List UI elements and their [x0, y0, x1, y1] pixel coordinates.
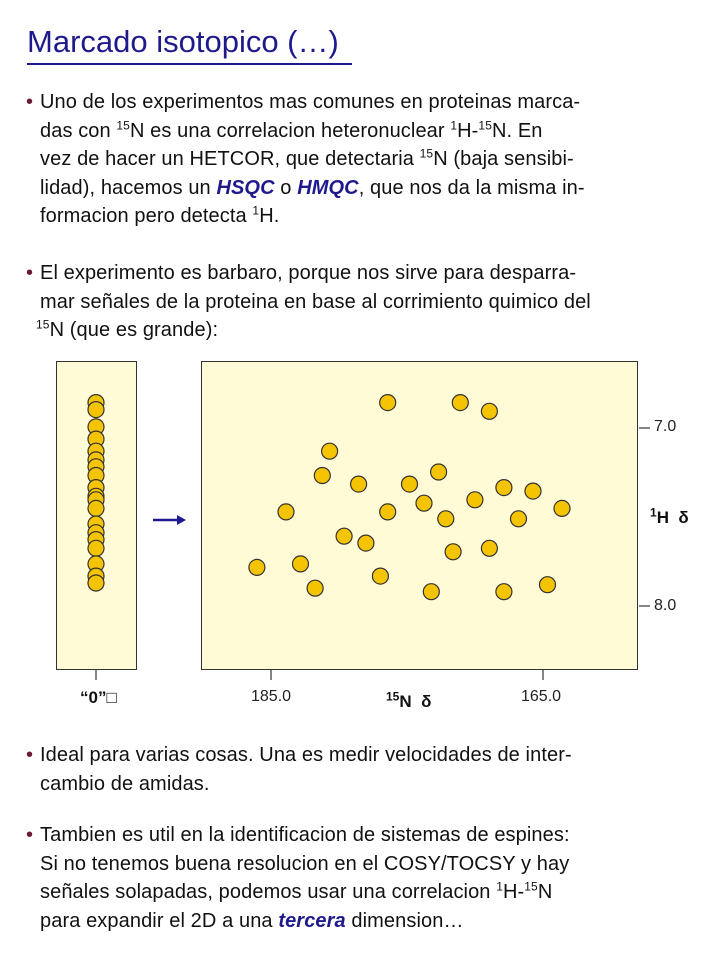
hsqc-peak: [438, 511, 454, 527]
hsqc-peak: [496, 584, 512, 600]
bullet2-line3: $^{15}$N (que es grande):: [36, 317, 219, 341]
hsqc-peak: [525, 483, 541, 499]
x-axis-title: $^{15}$N δ: [386, 689, 432, 711]
hsqc-peak: [496, 480, 512, 496]
hsqc-peak: [380, 504, 396, 520]
hsqc-peak: [481, 540, 497, 556]
hsqc-peak: [511, 511, 527, 527]
hsqc-peak: [278, 504, 294, 520]
hsqc-peak: [452, 395, 468, 411]
hsqc-peak: [445, 544, 461, 560]
hsqc-peak: [336, 528, 352, 544]
bullet-spin-systems: [26, 821, 570, 935]
hsqc-peak: [314, 468, 330, 484]
arrow-head: [177, 515, 186, 525]
y-tick-label-7: 7.0: [654, 418, 677, 435]
bullet4-line3: señales solapadas, podemos usar una correlacion $^1$H-$^{15}$N: [40, 879, 553, 903]
strip-zero-label: “0”□: [80, 688, 117, 707]
bullet-dot: •: [26, 91, 34, 113]
strip-peak: [88, 540, 104, 556]
x-tick-label-165: 165.0: [521, 688, 562, 705]
bullet4-line4: para expandir el 2D a una tercera dimension…: [40, 909, 464, 932]
hsqc-peak: [554, 500, 570, 516]
bullet2-line1: El experimento es barbaro, porque nos sirve para desparra-: [40, 262, 577, 284]
hsqc-peak: [372, 568, 388, 584]
hsqc-term: HSQC: [216, 176, 275, 199]
hsqc-peak: [467, 492, 483, 508]
bullet1-line3: vez de hacer un HETCOR, que detectaria $^{15}$N (baja sensibi-: [40, 146, 574, 170]
x-tick-label-185: 185.0: [251, 688, 292, 705]
y-axis-title: $^1$H δ: [650, 505, 689, 527]
hsqc-peak: [481, 403, 497, 419]
bullet-dot: •: [26, 744, 34, 766]
hsqc-peak: [402, 476, 418, 492]
bullet1-line5: formacion pero detecta $^1$H.: [40, 203, 280, 227]
strip-peak: [88, 575, 104, 591]
hsqc-peak: [249, 559, 265, 575]
page-title: Marcado isotopico (…): [27, 24, 339, 59]
bullet1-line2: das con $^{15}$N es una correlacion heteronuclear $^1$H-$^{15}$N. En: [40, 117, 543, 142]
hsqc-peak: [416, 495, 432, 511]
hsqc-peak: [358, 535, 374, 551]
bullet-dot: •: [26, 824, 34, 846]
hmqc-term: HMQC: [297, 176, 359, 199]
hsqc-peak: [307, 580, 323, 596]
bullet1-line1: Uno de los experimentos mas comunes en proteinas marca-: [40, 91, 581, 113]
hsqc-peak: [322, 443, 338, 459]
hsqc-peak: [351, 476, 367, 492]
bullet3-line2: cambio de amidas.: [40, 772, 210, 795]
bullet4-line2: Si no tenemos buena resolucion en el COSY/TOCSY y hay: [40, 852, 570, 875]
bullet-dot: •: [26, 262, 34, 284]
bullet3-line1: Ideal para varias cosas. Una es medir velocidades de inter-: [40, 744, 572, 766]
bullet1-line4: lidad), hacemos un HSQC o HMQC, que nos da la misma in-: [40, 176, 585, 199]
hsqc-peak: [431, 464, 447, 480]
hsqc-peak: [293, 556, 309, 572]
bullet-amide-exchange: [26, 741, 572, 798]
hsqc-peak: [380, 395, 396, 411]
hsqc-peak: [540, 577, 556, 593]
tercera-term: tercera: [278, 909, 346, 932]
strip-peak: [88, 500, 104, 516]
hsqc-peak: [423, 584, 439, 600]
bullet2-line2: mar señales de la proteina en base al corrimiento quimico del: [40, 290, 591, 313]
bullet4-line1: Tambien es util en la identificacion de sistemas de espines:: [40, 824, 570, 846]
strip-peak: [88, 402, 104, 418]
y-tick-label-8: 8.0: [654, 597, 677, 614]
